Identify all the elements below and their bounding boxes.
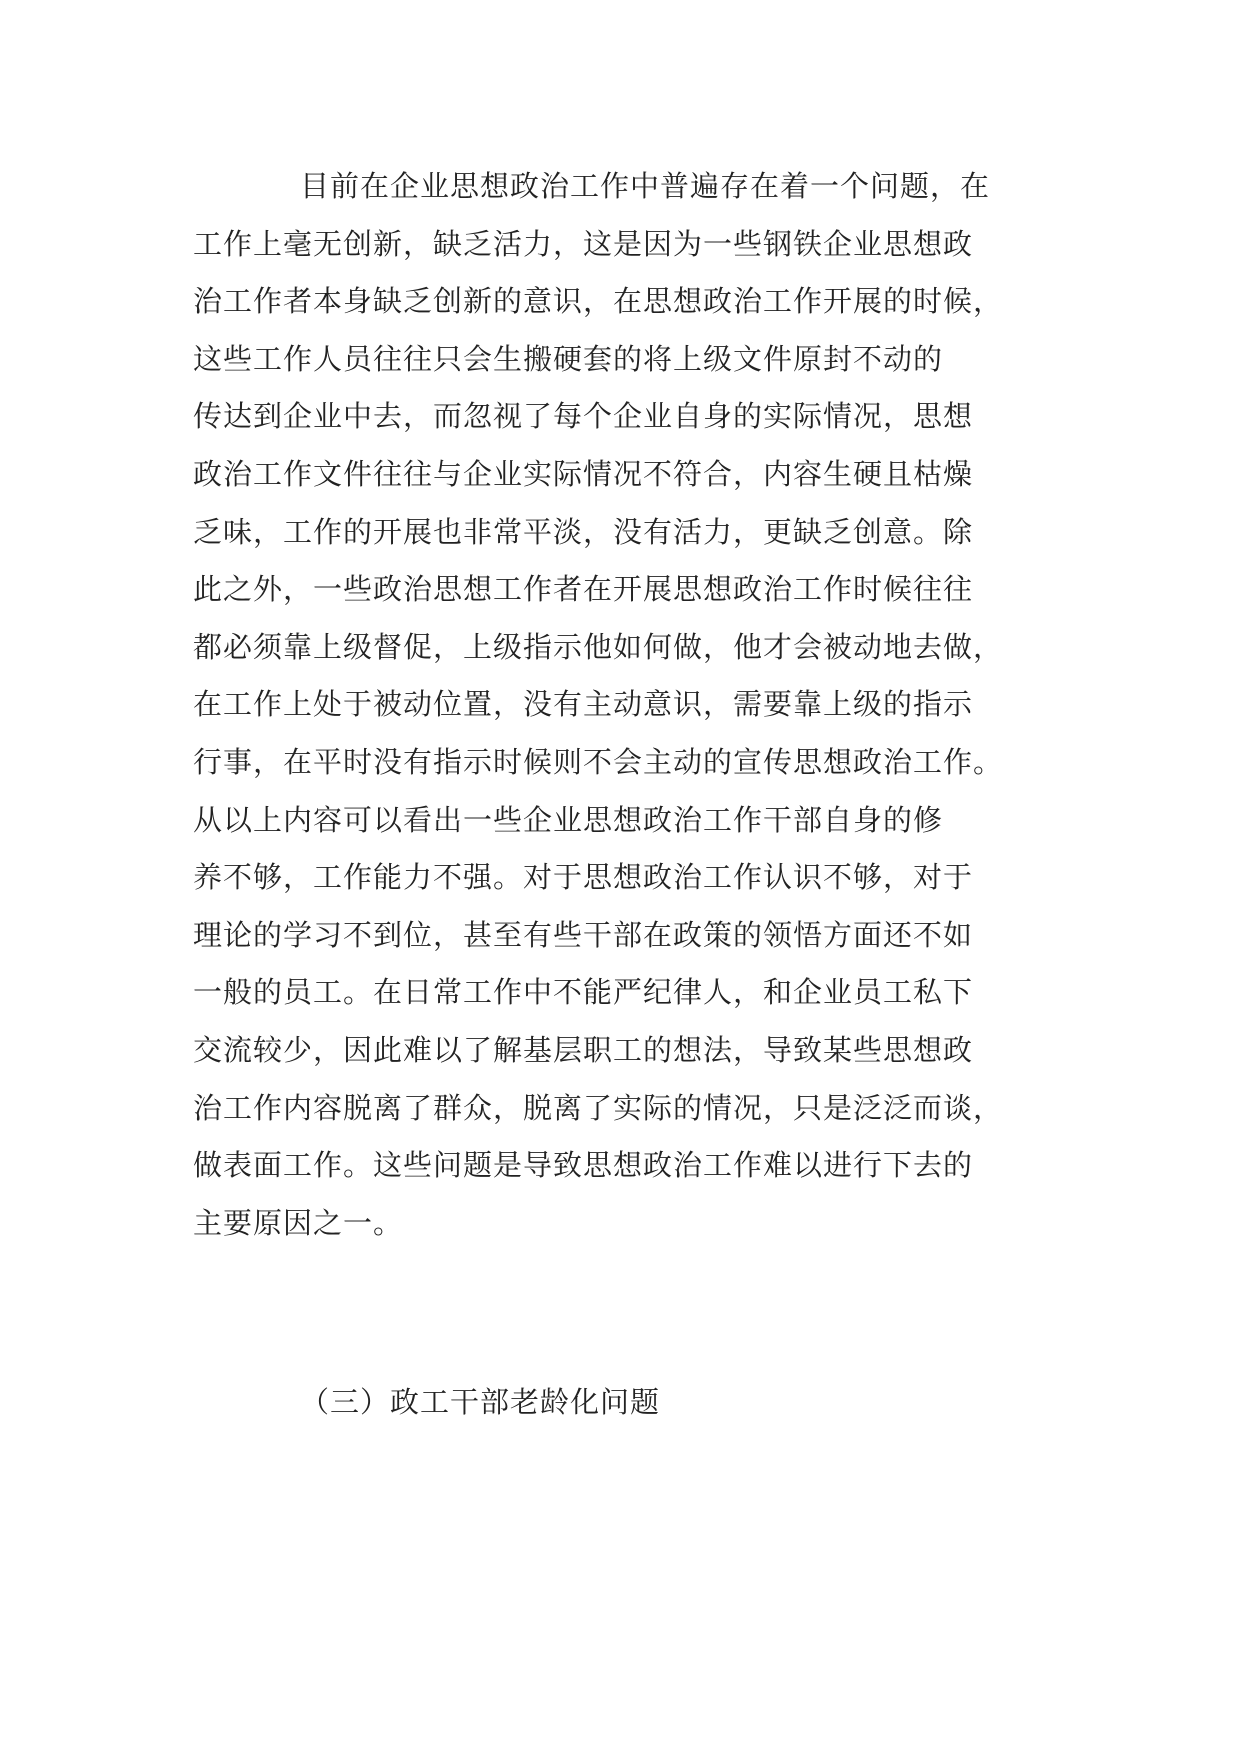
paragraph-line: 主要原因之一。: [193, 1205, 404, 1240]
paragraph-line: 交流较少，因此难以了解基层职工的想法，导致某些思想政: [193, 1032, 974, 1067]
paragraph-line: 此之外，一些政治思想工作者在开展思想政治工作时候往往: [193, 572, 974, 607]
paragraph-line: 一般的员工。在日常工作中不能严纪律人，和企业员工私下: [193, 975, 974, 1010]
paragraph-line: 目前在企业思想政治工作中普遍存在着一个问题，在: [300, 169, 991, 203]
paragraph-line: 从以上内容可以看出一些企业思想政治工作干部自身的修: [193, 802, 944, 837]
paragraph-line: 在工作上处于被动位置，没有主动意识，需要靠上级的指示: [193, 687, 974, 722]
paragraph-line: 治工作内容脱离了群众，脱离了实际的情况，只是泛泛而谈，: [193, 1090, 1004, 1125]
paragraph-line: 养不够，工作能力不强。对于思想政治工作认识不够，对于: [193, 860, 974, 895]
section-heading: （三）政工干部老龄化问题: [300, 1385, 661, 1419]
body-paragraph: [193, 158, 1093, 1252]
paragraph-line: 都必须靠上级督促，上级指示他如何做，他才会被动地去做，: [193, 629, 1004, 664]
paragraph-line: 工作上毫无创新，缺乏活力，这是因为一些钢铁企业思想政: [193, 226, 974, 261]
paragraph-line: 治工作者本身缺乏创新的意识，在思想政治工作开展的时候，: [193, 284, 1004, 319]
paragraph-line: 乏味，工作的开展也非常平淡，没有活力，更缺乏创意。除: [193, 514, 974, 549]
paragraph-line: 这些工作人员往往只会生搬硬套的将上级文件原封不动的: [193, 341, 944, 376]
paragraph-line: 政治工作文件往往与企业实际情况不符合，内容生硬且枯燥: [193, 456, 974, 491]
paragraph-line: 传达到企业中去，而忽视了每个企业自身的实际情况，思想: [193, 399, 974, 434]
paragraph-line: 做表面工作。这些问题是导致思想政治工作难以进行下去的: [193, 1148, 974, 1183]
paragraph-line: 行事，在平时没有指示时候则不会主动的宣传思想政治工作。: [193, 744, 1004, 779]
paragraph-line: 理论的学习不到位，甚至有些干部在政策的领悟方面还不如: [193, 917, 974, 952]
